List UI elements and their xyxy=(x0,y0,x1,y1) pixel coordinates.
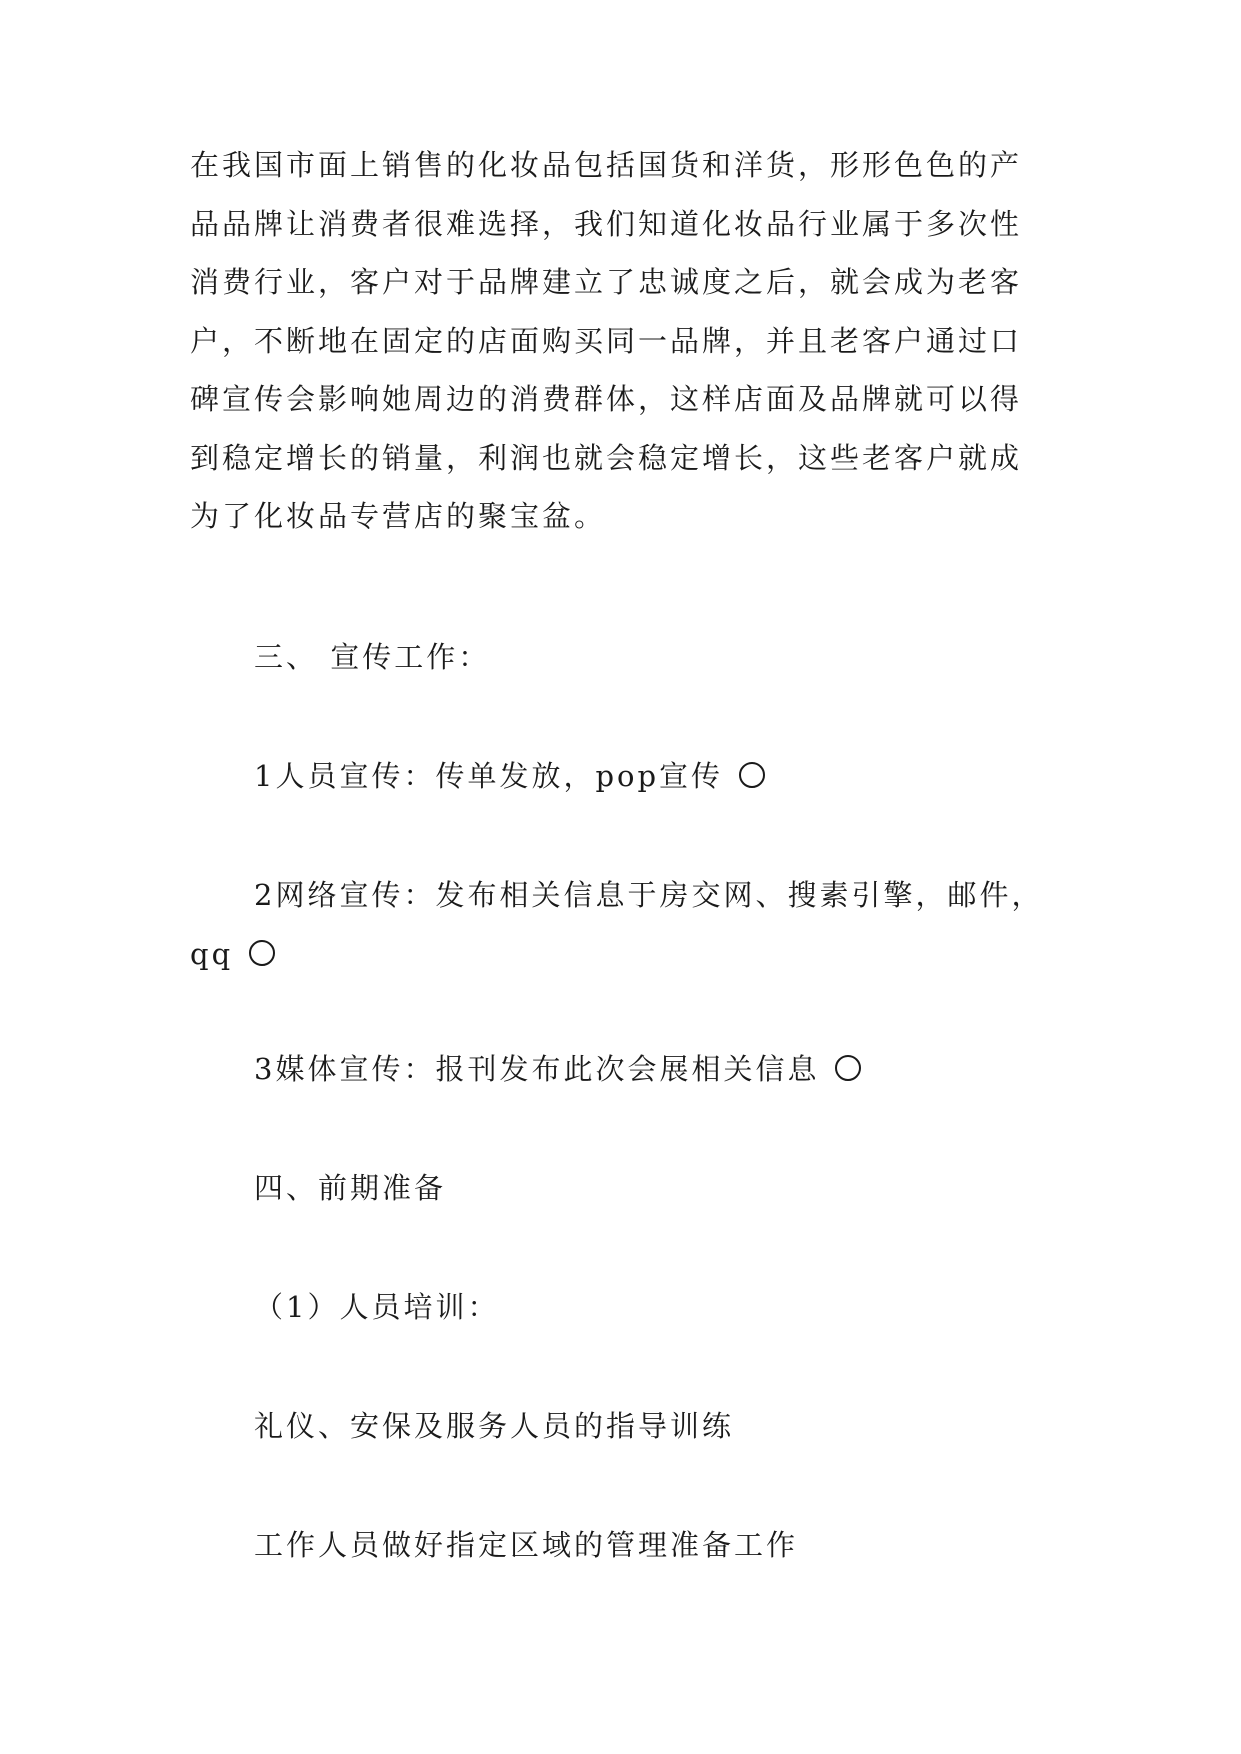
circle-icon xyxy=(835,1055,861,1081)
publicity-item-1 xyxy=(254,747,1134,806)
section-4-heading-text: 四、前期准备 xyxy=(254,1171,447,1205)
intro-line: 在我国市面上销售的化妆品包括国货和洋货，形形色色的产 xyxy=(190,148,1023,182)
intro-line: 碑宣传会影响她周边的消费群体，这样店面及品牌就可以得 xyxy=(190,382,1023,416)
intro-line: 为了化妆品专营店的聚宝盆。 xyxy=(190,499,607,533)
subsection-1-heading xyxy=(254,1278,1134,1337)
training-line-2 xyxy=(254,1516,1134,1575)
intro-paragraph xyxy=(190,136,1070,546)
publicity-item-3-text: 3媒体宣传：报刊发布此次会展相关信息 xyxy=(254,1052,820,1086)
intro-line: 品品牌让消费者很难选择，我们知道化妆品行业属于多次性 xyxy=(190,206,1023,241)
intro-line: 到稳定增长的销量，利润也就会稳定增长，这些老客户就成 xyxy=(190,440,1023,475)
section-3-heading-text: 三、 宣传工作： xyxy=(254,640,491,674)
intro-line: 消费行业，客户对于品牌建立了忠诚度之后，就会成为老客 xyxy=(190,265,1023,299)
training-line-1-text: 礼仪、安保及服务人员的指导训练 xyxy=(254,1409,735,1443)
publicity-item-2 xyxy=(190,866,1070,983)
publicity-item-2-line-1: 2网络宣传：发布相关信息于房交网、搜素引擎，邮件， xyxy=(254,878,1044,912)
section-4-heading xyxy=(254,1159,1134,1218)
section-3-heading xyxy=(254,628,1134,687)
publicity-item-2-line-2: qq xyxy=(190,936,234,971)
intro-line: 户，不断地在固定的店面购买同一品牌，并且老客户通过口 xyxy=(190,323,1023,358)
publicity-item-1-text: 1人员宣传：传单发放，pop宣传 xyxy=(254,759,724,793)
training-line-2-text: 工作人员做好指定区域的管理准备工作 xyxy=(254,1528,799,1562)
circle-icon xyxy=(249,940,275,966)
circle-icon xyxy=(739,762,765,788)
training-line-1 xyxy=(254,1397,1134,1456)
publicity-item-3 xyxy=(254,1040,1134,1099)
subsection-1-heading-text: （1）人员培训： xyxy=(254,1290,500,1324)
